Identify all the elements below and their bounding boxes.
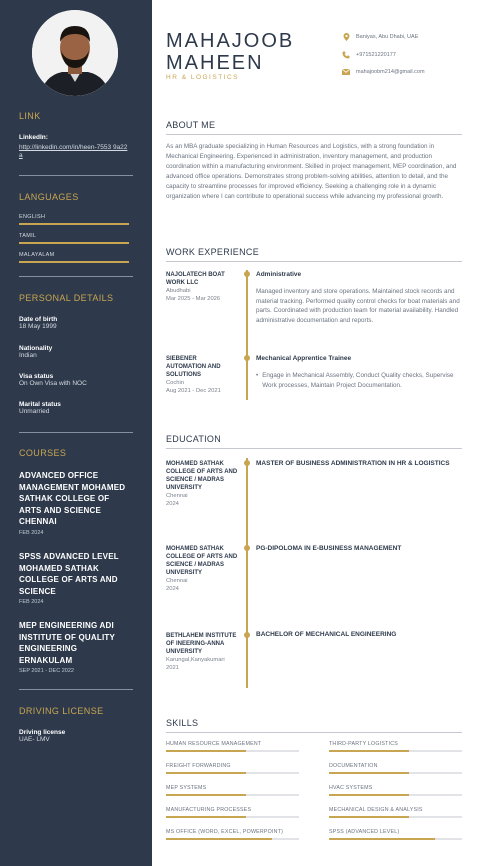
experience-timeline-line	[246, 270, 248, 400]
personal-detail-marital	[19, 401, 61, 416]
skill-item	[166, 763, 299, 774]
skill-name: MEP SYSTEMS	[166, 785, 207, 791]
experience-job-title: Administrative	[256, 271, 302, 278]
education-section-title: EDUCATION	[166, 434, 222, 444]
skill-name: SPSS (ADVANCED LEVEL)	[329, 829, 400, 835]
experience-bullet	[256, 371, 458, 390]
course-date: FEB 2024	[19, 529, 44, 536]
skill-bar-fill	[166, 750, 246, 752]
courses-section-title: COURSES	[19, 448, 67, 458]
email-icon	[342, 68, 350, 76]
education-year: 2024	[166, 586, 179, 592]
contact-location	[342, 33, 418, 41]
education-location: Karungal,Kanyakumari	[166, 657, 225, 663]
about-text: As an MBA graduate specializing in Human Resources and Logistics, with a strong foundation in Mechanical Engineering. Experienced in administration, inventory management, and production coordination within a manufacturing environment. Skilled in project management, MEP coordination, and advanced office operations. Demonstrates strong problem-solving abilities, attention to detail, and the capacity to streamline processes for improved efficiency. Seeking a challenging role in a dynamic organization where I can contribute to operational success while advancing my professional growth.	[166, 143, 457, 200]
sidebar-divider	[19, 432, 133, 433]
education-timeline-line	[246, 458, 248, 688]
education-degree: MASTER OF BUSINESS ADMINISTRATION IN HR & LOGISTICS	[256, 460, 450, 467]
skill-bar-fill	[329, 794, 409, 796]
language-bar	[19, 242, 129, 244]
timeline-dot	[244, 355, 250, 361]
email-text[interactable]: mahajoobm214@gmail.com	[356, 69, 425, 75]
skill-item	[329, 763, 462, 774]
language-bar	[19, 223, 129, 225]
timeline-dot	[244, 460, 250, 466]
language-name: ENGLISH	[19, 214, 46, 220]
detail-value: Indian	[19, 352, 37, 359]
education-org-block	[166, 545, 238, 593]
personal-detail-visa	[19, 373, 87, 388]
location-pin-icon	[342, 33, 350, 41]
skill-bar-track	[166, 794, 299, 796]
skill-item	[166, 785, 299, 796]
timeline-dot	[244, 271, 250, 277]
education-location: Chennai	[166, 578, 188, 584]
section-divider	[166, 134, 462, 135]
language-item	[19, 214, 129, 225]
skill-name: MECHANICAL DESIGN & ANALYSIS	[329, 807, 423, 813]
experience-section-title: WORK EXPERIENCE	[166, 247, 260, 257]
personal-details-section-title: PERSONAL DETAILS	[19, 293, 114, 303]
skill-bar-track	[329, 816, 462, 818]
course-item	[19, 620, 131, 674]
education-location: Chennai	[166, 493, 188, 499]
course-date: SEP 2021 - DEC 2022	[19, 668, 74, 674]
language-bar	[19, 261, 129, 263]
language-name: MALAYALAM	[19, 252, 55, 258]
education-org: BETHLAHEM INSTITUTE OF INEERING-ANNA UNIVERSITY	[166, 633, 237, 655]
skill-bar-fill	[329, 750, 409, 752]
experience-location: Cochin	[166, 380, 185, 386]
education-year: 2024	[166, 501, 179, 507]
contact-email	[342, 68, 425, 76]
sidebar	[0, 0, 152, 866]
skills-section-title: SKILLS	[166, 718, 199, 728]
skill-item	[166, 829, 299, 840]
experience-org-block	[166, 271, 238, 303]
sidebar-divider	[19, 689, 133, 690]
first-name: MAHAJOOB	[166, 30, 295, 52]
skill-item	[329, 807, 462, 818]
experience-org: SIEBENER AUTOMATION AND SOLUTIONS	[166, 356, 221, 378]
education-org: MOHAMED SATHAK COLLEGE OF ARTS AND SCIENCE / MADRAS UNIVERSITY	[166, 546, 238, 576]
detail-value: On Own Visa with NOC	[19, 380, 87, 387]
detail-label: Visa status	[19, 373, 54, 380]
last-name: MAHEEN	[166, 52, 264, 74]
sidebar-divider	[19, 175, 133, 176]
skill-bar-fill	[166, 772, 246, 774]
avatar	[32, 10, 118, 96]
course-date: FEB 2024	[19, 599, 44, 605]
education-degree: BACHELOR OF MECHANICAL ENGINEERING	[256, 631, 397, 638]
detail-label: Date of birth	[19, 316, 58, 323]
section-divider	[166, 261, 462, 262]
skill-bar-track	[166, 838, 299, 840]
linkedin-url-link[interactable]: http://linkedin.com/in/heen-7553 9a22a	[19, 144, 128, 159]
skill-item	[329, 785, 462, 796]
phone-text[interactable]: +971521220177	[356, 52, 396, 58]
experience-location: Abudhabi	[166, 288, 191, 294]
skill-item	[166, 807, 299, 818]
timeline-dot	[244, 632, 250, 638]
skill-bar-track	[166, 750, 299, 752]
experience-dates: Aug 2021 - Dec 2021	[166, 388, 221, 394]
job-role: HR & LOGISTICS	[166, 74, 240, 81]
skill-bar-fill	[166, 794, 246, 796]
linkedin-label: LinkedIn:	[19, 134, 48, 141]
skill-bar-fill	[329, 772, 409, 774]
skill-name: DOCUMENTATION	[329, 763, 378, 769]
detail-label: Driving license	[19, 729, 66, 736]
skill-name: FREIGHT FORWARDING	[166, 763, 231, 769]
skill-name: HVAC SYSTEMS	[329, 785, 373, 791]
bullet-dot-icon: •	[256, 372, 259, 379]
education-org-block	[166, 632, 238, 672]
education-degree: PG-DIPOLOMA IN E-BUSINESS MANAGEMENT	[256, 545, 402, 552]
skill-name: MANUFACTURING PROCESSES	[166, 807, 252, 813]
languages-section-title: LANGUAGES	[19, 192, 79, 202]
language-item	[19, 233, 129, 244]
education-org: MOHAMED SATHAK COLLEGE OF ARTS AND SCIENCE / MADRAS UNIVERSITY	[166, 461, 238, 491]
skill-bar-fill	[329, 838, 435, 840]
experience-description: Engage in Mechanical Assembly, Conduct Quality checks, Supervise Work processes, Maintain Project Documentation.	[262, 372, 454, 389]
location-text: Baniyas, Abu Dhabi, UAE	[356, 34, 419, 40]
course-item	[19, 470, 131, 536]
skill-name: HUMAN RESOURCE MANAGEMENT	[166, 741, 262, 747]
detail-label: Nationality	[19, 345, 53, 352]
skill-bar-fill	[166, 816, 246, 818]
course-item	[19, 551, 131, 605]
timeline-dot	[244, 545, 250, 551]
education-year: 2021	[166, 665, 179, 671]
education-org-block	[166, 460, 238, 508]
skill-bar-track	[166, 816, 299, 818]
skill-bar-fill	[329, 816, 409, 818]
sidebar-divider	[19, 276, 133, 277]
skill-bar-track	[329, 838, 462, 840]
skill-name: THIRD-PARTY LOGISTICS	[329, 741, 398, 747]
skill-item	[329, 829, 462, 840]
personal-detail-dob	[19, 316, 57, 331]
course-title: MEP ENGINEERING ADI INSTITUTE OF QUALITY ENGINEERING ERNAKULAM	[19, 621, 115, 665]
language-item	[19, 252, 129, 263]
experience-dates: Mar 2025 - Mar 2026	[166, 296, 221, 302]
skill-bar-track	[329, 772, 462, 774]
section-divider	[166, 732, 462, 733]
skill-name: MS OFFICE (WORD, EXCEL, POWERPOINT)	[166, 829, 284, 835]
contact-phone	[342, 51, 396, 59]
about-section-title: ABOUT ME	[166, 120, 216, 130]
course-title: SPSS ADVANCED LEVEL MOHAMED SATHAK COLLEGE OF ARTS AND SCIENCE	[19, 552, 119, 596]
link-section-title: LINK	[19, 111, 41, 121]
language-name: TAMIL	[19, 233, 37, 239]
skill-bar-track	[166, 772, 299, 774]
experience-job-title: Mechanical Apprentice Trainee	[256, 355, 352, 362]
skill-bar-fill	[166, 838, 272, 840]
driving-license-section-title: DRIVING LICENSE	[19, 706, 104, 716]
profile-photo	[32, 10, 118, 96]
detail-value: Unmarried	[19, 408, 50, 415]
detail-label: Marital status	[19, 401, 61, 408]
experience-org-block	[166, 355, 238, 395]
personal-detail-nationality	[19, 345, 52, 360]
skill-item	[329, 741, 462, 752]
experience-description: Managed inventory and store operations. Maintained stock records and material tracking. Performed quality control checks for boat materials and parts. Coordinated with production team for material availability. Handled administrative documentation and reports.	[256, 288, 460, 324]
driving-license-detail	[19, 729, 65, 744]
section-divider	[166, 448, 462, 449]
skill-bar-track	[329, 794, 462, 796]
course-title: ADVANCED OFFICE MANAGEMENT MOHAMED SATHAK COLLEGE OF ARTS AND SCIENCE CHENNAI	[19, 471, 126, 526]
detail-value: UAE- LMV	[19, 736, 50, 743]
experience-org: NAJOLATECH BOAT WORK LLC	[166, 272, 225, 286]
detail-value: 18 May 1999	[19, 323, 57, 330]
main-content	[152, 0, 480, 866]
skill-item	[166, 741, 299, 752]
phone-icon	[342, 51, 350, 59]
skill-bar-track	[329, 750, 462, 752]
